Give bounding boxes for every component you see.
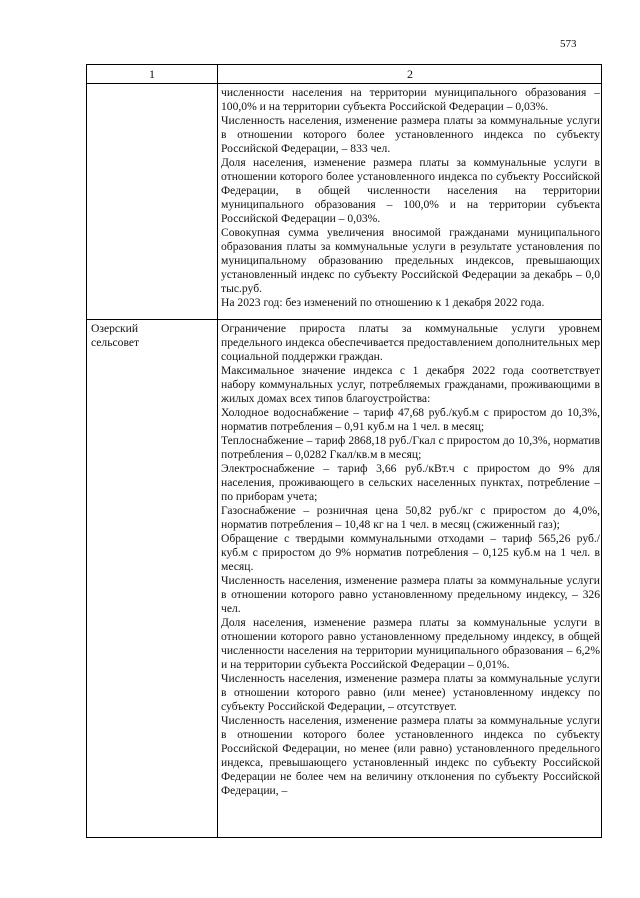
column-header-2: 2 — [407, 67, 413, 81]
municipality-name-line2: сельсовет — [91, 336, 140, 349]
row1-paragraph: Совокупная сумма увеличения вносимой гражданами муниципального образования платы за коммунальные услуги в результате установления по муниципальному образованию предельных индексов, превышающих установленный индекс по субъекту Российской Федерации за декабрь – 0,0 тыс.руб. — [221, 226, 600, 295]
row2-paragraph: Ограничение прироста платы за коммунальные услуги уровнем предельного индекса обеспечивается предоставлением дополнительных мер социальной поддержки граждан. — [221, 322, 600, 363]
row1-content — [221, 86, 600, 310]
row2-content — [221, 322, 600, 798]
row1-paragraph: Доля населения, изменение размера платы за коммунальные услуги в отношении которого более установленного индекса по субъекту Российской Федерации, в общей численности населения на территории муниципального образования – 100,0% и на территории субъекта Российской Федерации – 0,03%. — [221, 156, 600, 225]
row2-paragraph: Численность населения, изменение размера платы за коммунальные услуги в отношении которого равно (или менее) установленному индексу по субъекту Российской Федерации, – отсутствует. — [221, 672, 600, 713]
row2-paragraph: Обращение с твердыми коммунальными отходами – тариф 565,26 руб./куб.м с приростом до 9% норматив потребления – 0,125 куб.м на 1 чел. в месяц. — [221, 532, 600, 573]
row1-paragraph: На 2023 год: без изменений по отношению к 1 декабря 2022 года. — [221, 296, 545, 309]
row2-paragraph: Численность населения, изменение размера платы за коммунальные услуги в отношении которого более установленного индекса по субъекту Российской Федерации, но менее (или равно) установленного предельного индекса, превышающего установленный индекс по субъекту Российской Федерации не более чем на величину отклонения по субъекту Российской Федерации, – — [221, 714, 600, 797]
row2-paragraph: Холодное водоснабжение – тариф 47,68 руб./куб.м с приростом до 10,3%, норматив потребления – 0,91 куб.м на 1 чел. в месяц; — [221, 406, 600, 433]
row2-paragraph: Электроснабжение – тариф 3,66 руб./кВт.ч с приростом до 9% для населения, проживающего в сельских населенных пунктах, потребление – по приборам учета; — [221, 462, 600, 503]
row-divider — [87, 319, 601, 320]
column-divider — [217, 65, 218, 837]
page-number: 573 — [560, 38, 577, 50]
municipality-name-line1: Озерский — [91, 322, 139, 335]
row2-paragraph: Теплоснабжение – тариф 2868,18 руб./Гкал с приростом до 10,3%, норматив потребления – 0,0282 Гкал/кв.м в месяц; — [221, 434, 600, 461]
column-header-1: 1 — [149, 67, 155, 81]
row2-paragraph: Максимальное значение индекса с 1 декабря 2022 года соответствует набору коммунальных услуг, потребляемых гражданами, проживающими в жилых домах всех типов благоустройства: — [221, 364, 600, 405]
header-divider — [87, 83, 601, 84]
row2-municipality — [91, 322, 139, 350]
row2-paragraph: Газоснабжение – розничная цена 50,82 руб./кг с приростом до 4,0%, норматив потребления – 10,48 кг на 1 чел. в месяц (сжиженный газ); — [221, 504, 600, 531]
row2-paragraph: Численность населения, изменение размера платы за коммунальные услуги в отношении которого равно установленному предельному индексу, – 326 чел. — [221, 574, 600, 615]
row2-paragraph: Доля населения, изменение размера платы за коммунальные услуги в отношении которого равно установленному предельному индексу, в общей численности населения на территории муниципального образования – 6,2% и на территории субъекта Российской Федерации – 0,01%. — [221, 616, 600, 671]
document-table — [86, 64, 602, 838]
row1-paragraph: численности населения на территории муниципального образования – 100,0% и на территории субъекта Российской Федерации – 0,03%. — [221, 86, 600, 113]
row1-paragraph: Численность населения, изменение размера платы за коммунальные услуги в отношении которого более установленного индекса по субъекту Российской Федерации, – 833 чел. — [221, 114, 600, 155]
